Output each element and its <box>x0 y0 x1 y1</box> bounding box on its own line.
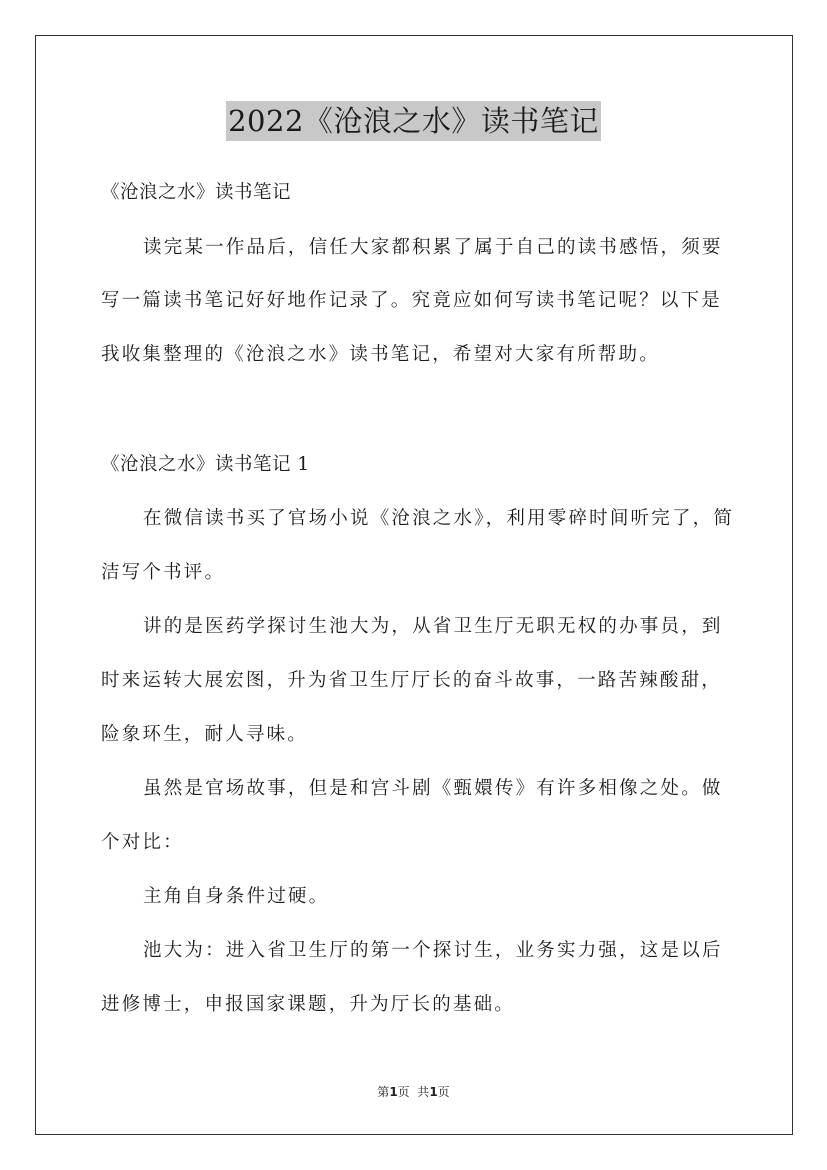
section-heading: 《沧浪之水》读书笔记 <box>101 182 292 203</box>
footer-page-prefix: 第 <box>377 1085 390 1099</box>
paragraph-line: 进修博士，申报国家课题，升为厅长的基础。 <box>101 994 516 1015</box>
paragraph-line: 在微信读书买了官场小说《沧浪之水》，利用零碎时间听完了，简 <box>143 508 735 529</box>
document-title: 2022《沧浪之水》读书笔记 <box>226 101 601 141</box>
paragraph-line: 讲的是医药学探讨生池大为，从省卫生厅无职无权的办事员，到 <box>143 616 723 637</box>
paragraph-line: 时来运转大展宏图，升为省卫生厅厅长的奋斗故事，一路苦辣酸甜， <box>101 670 723 691</box>
paragraph-line: 个对比： <box>101 832 184 853</box>
section-heading: 《沧浪之水》读书笔记 1 <box>101 454 310 475</box>
title-container <box>0 101 827 141</box>
paragraph-line: 我收集整理的《沧浪之水》读书笔记，希望对大家有所帮助。 <box>101 344 660 365</box>
paragraph-line: 主角自身条件过硬。 <box>143 886 330 907</box>
paragraph-line: 读完某一作品后，信任大家都积累了属于自己的读书感悟，须要 <box>143 237 723 258</box>
paragraph-line: 洁写个书评。 <box>101 562 226 583</box>
page-footer <box>0 1084 827 1100</box>
paragraph-line: 虽然是官场故事，但是和宫斗剧《甄嬛传》有许多相像之处。做 <box>143 778 723 799</box>
paragraph-line: 池大为：进入省卫生厅的第一个探讨生，业务实力强，这是以后 <box>143 940 723 961</box>
footer-page-current: 1 <box>389 1085 398 1099</box>
paragraph-line: 险象环生，耐人寻味。 <box>101 724 309 745</box>
footer-page-total: 1 <box>429 1085 438 1099</box>
paragraph-line: 写一篇读书笔记好好地作记录了。究竟应如何写读书笔记呢？以下是 <box>101 290 723 311</box>
footer-page-suffix: 页 <box>437 1085 450 1099</box>
footer-page-mid: 页 共 <box>397 1085 430 1099</box>
